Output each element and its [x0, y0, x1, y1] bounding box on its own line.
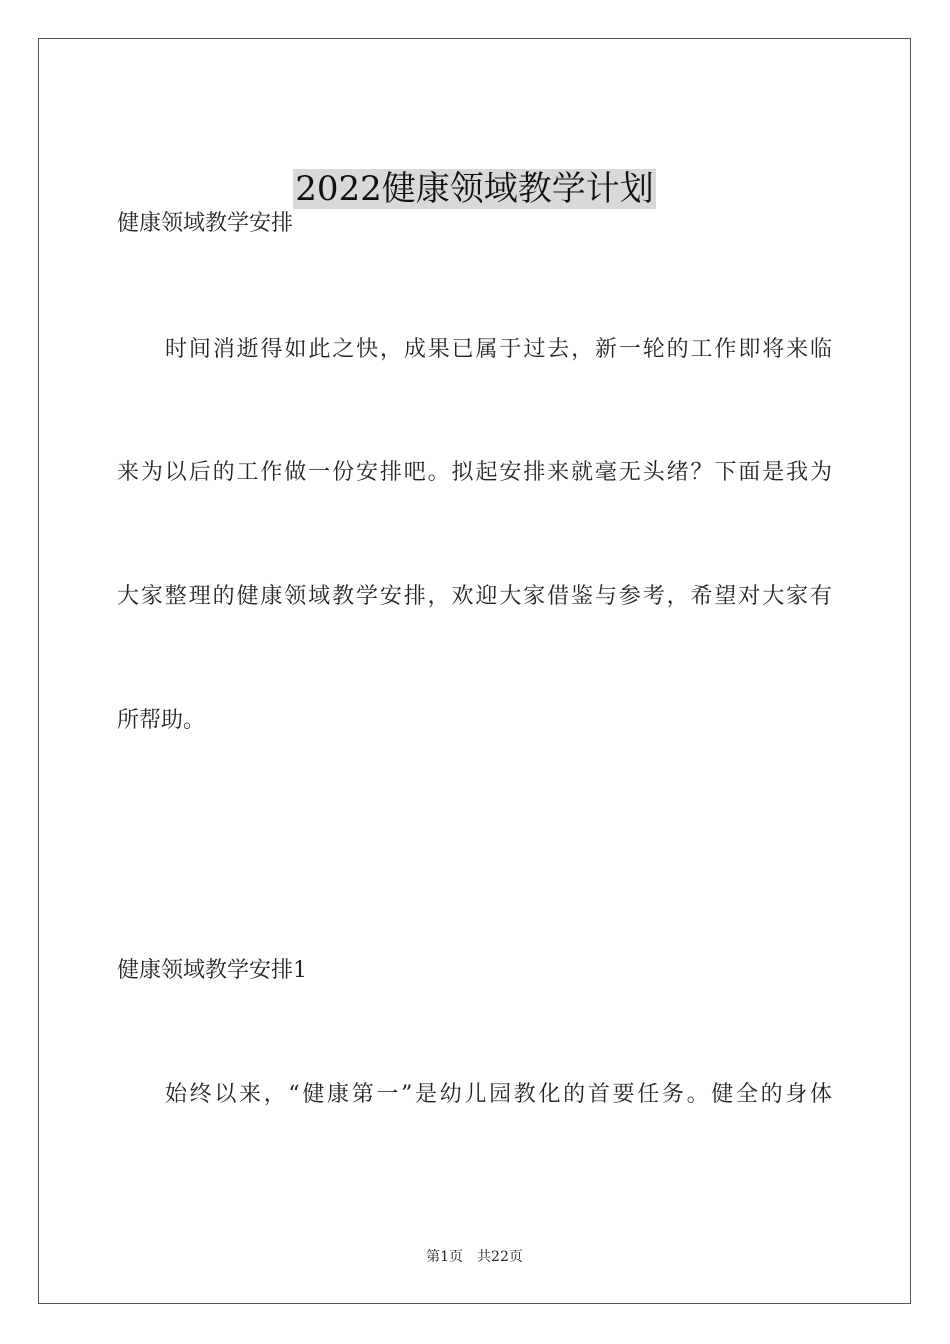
document-page: [38, 38, 911, 1304]
page-total: 共22页: [477, 1249, 523, 1265]
section-heading: 健康领域教学安排1: [117, 958, 307, 983]
page-footer: [39, 1247, 910, 1267]
document-title: [39, 167, 910, 211]
document-title-text: 2022健康领域教学计划: [295, 169, 654, 209]
section-heading: 健康领域教学安排: [117, 211, 294, 236]
paragraph-line: 所帮助。: [117, 708, 206, 733]
paragraph-line: 大家整理的健康领域教学安排，欢迎大家借鉴与参考，希望对大家有: [117, 584, 832, 609]
page-number: 第1页: [426, 1249, 464, 1265]
paragraph-line: 时间消逝得如此之快，成果已属于过去，新一轮的工作即将来临: [165, 337, 832, 362]
paragraph-line: 始终以来，“健康第一”是幼儿园教化的首要任务。健全的身体: [165, 1082, 832, 1107]
paragraph-line: 来为以后的工作做一份安排吧。拟起安排来就毫无头绪？下面是我为: [117, 460, 832, 485]
